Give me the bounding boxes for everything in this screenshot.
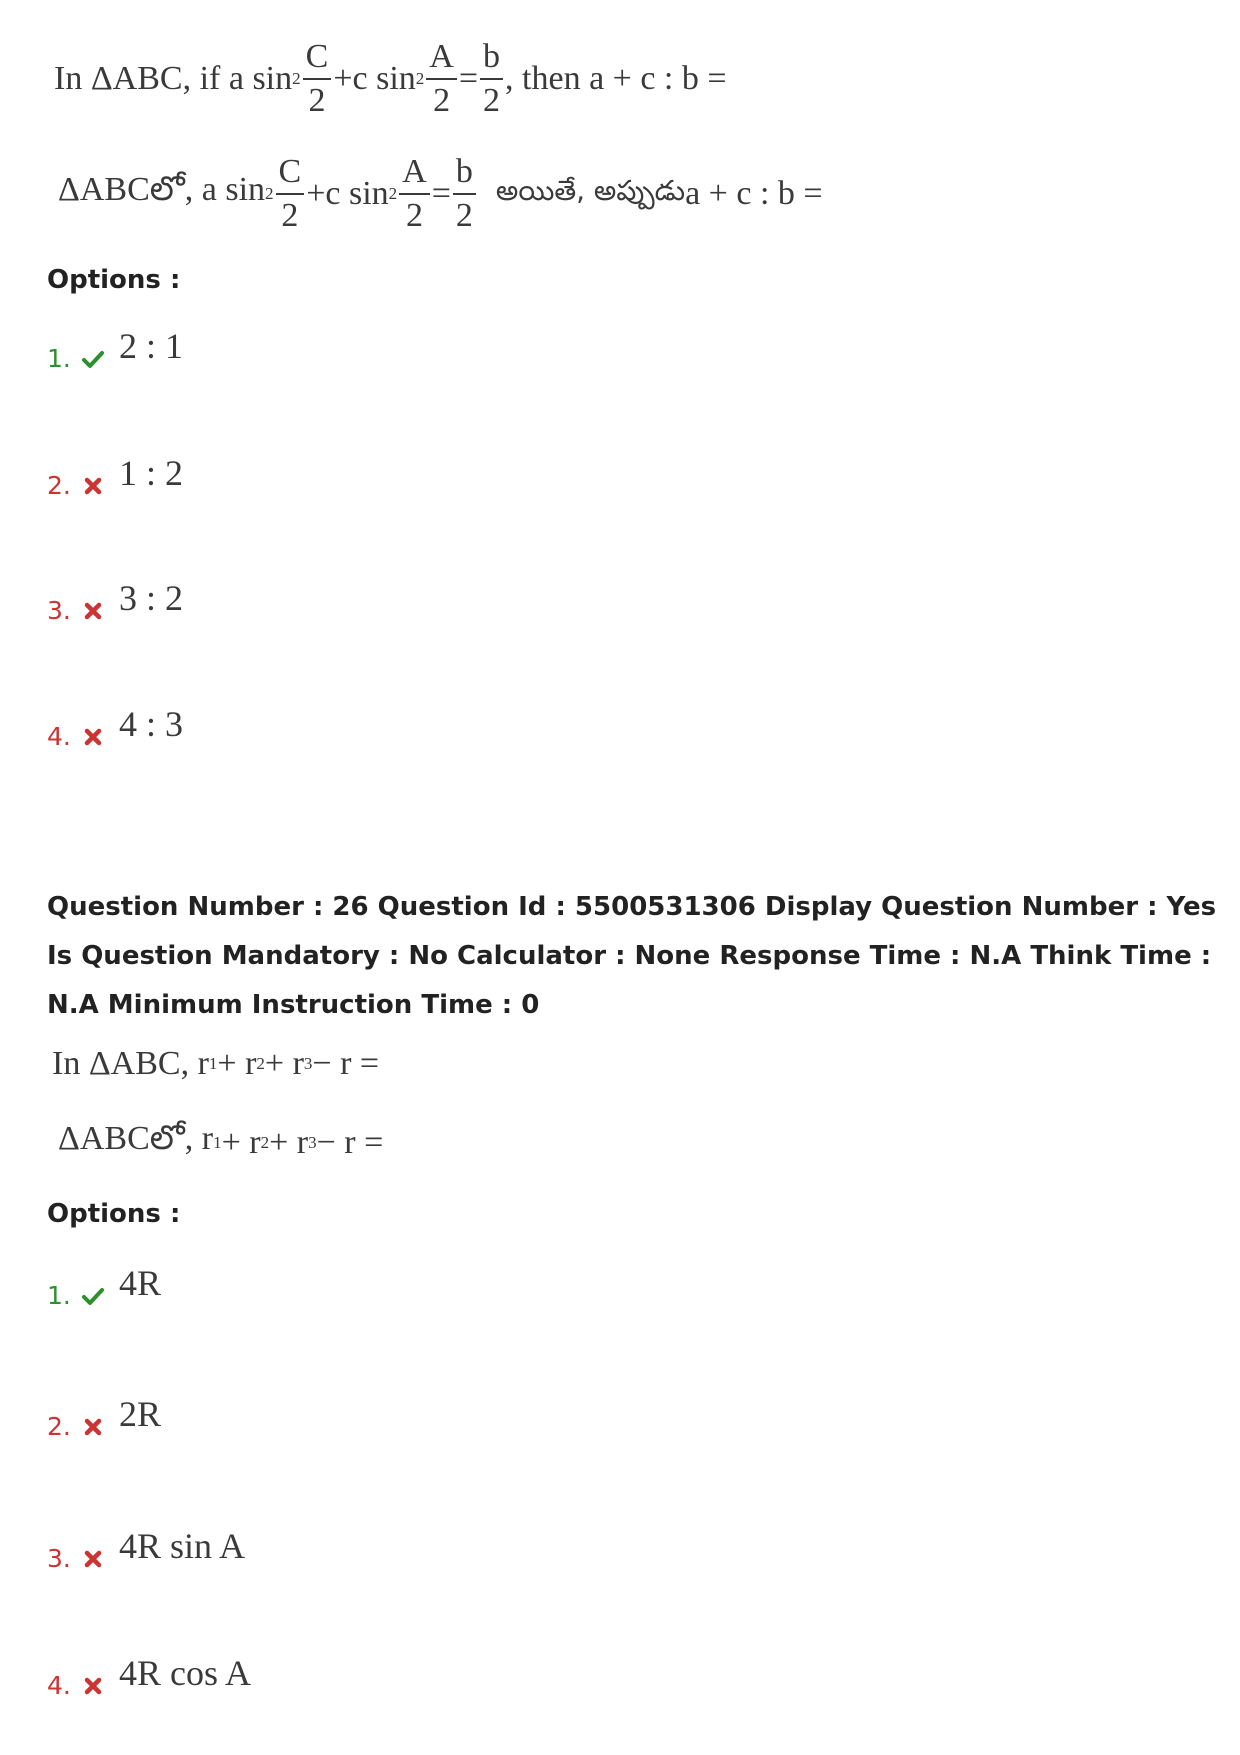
- q26-te-p2: + r: [269, 1124, 309, 1161]
- question-26-telugu: [58, 1120, 383, 1166]
- option-3[interactable]: [47, 577, 183, 625]
- q25-en-exp1: 2: [292, 69, 301, 88]
- option-number: 3.: [47, 596, 71, 625]
- cross-icon: [81, 1674, 105, 1698]
- q26-en-sub3: 3: [303, 1054, 313, 1073]
- q26-te-prefix: ΔABCలో, r: [58, 1120, 214, 1157]
- cross-icon: [81, 1547, 105, 1571]
- q25-en-frac1: [303, 40, 332, 118]
- option-number: 4.: [47, 722, 71, 751]
- question-26-english: [52, 1045, 379, 1083]
- q25-en-frac1-num: C: [303, 40, 332, 80]
- option-value: 1 : 2: [119, 453, 184, 493]
- q25-en-frac3-num: b: [480, 40, 503, 80]
- q26-en-sub1: 1: [208, 1054, 218, 1073]
- q25-te-frac3-num: b: [453, 155, 476, 195]
- q25-en-suffix: , then a + c : b =: [505, 60, 727, 97]
- cross-icon: [81, 599, 105, 623]
- option-value: 3 : 2: [119, 578, 184, 618]
- q25-te-frac1-num: C: [276, 155, 305, 195]
- option-value: 4R: [119, 1263, 162, 1303]
- q25-te-suffix: a + c : b =: [685, 175, 823, 212]
- q25-en-frac1-den: 2: [308, 82, 326, 119]
- q26-en-p1: + r: [217, 1045, 257, 1082]
- q25-en-exp2: 2: [415, 69, 425, 88]
- q25-te-frac1-den: 2: [281, 197, 299, 234]
- option-4[interactable]: [47, 1652, 251, 1700]
- question-25-telugu: [58, 155, 823, 233]
- option-value: 2 : 1: [119, 326, 184, 366]
- option-number: 1.: [47, 1281, 71, 1310]
- option-number: 2.: [47, 471, 71, 500]
- options-label: Options :: [47, 1199, 181, 1229]
- q25-te-telugu-text: అయితే, అప్పుడు: [495, 174, 686, 207]
- q26-te-sub2: 2: [260, 1133, 270, 1152]
- option-value: 4R sin A: [119, 1526, 246, 1566]
- cross-icon: [81, 474, 105, 498]
- cross-icon: [81, 725, 105, 749]
- question-25-english: [54, 40, 727, 118]
- q25-en-frac2-den: 2: [433, 82, 451, 119]
- check-icon: [81, 1284, 105, 1308]
- q25-te-frac1: [276, 155, 305, 233]
- option-2[interactable]: [47, 1393, 161, 1441]
- q25-te-frac2: [399, 155, 430, 233]
- q25-en-frac3: [480, 40, 503, 118]
- q25-en-frac2: [426, 40, 457, 118]
- q26-te-suffix: − r =: [316, 1124, 384, 1161]
- option-value: 2R: [119, 1394, 162, 1434]
- q25-en-prefix: In ΔABC, if a sin: [54, 60, 293, 97]
- q25-te-exp2: 2: [388, 184, 398, 203]
- q26-te-sub1: 1: [213, 1133, 222, 1152]
- q25-te-frac3-den: 2: [455, 197, 473, 234]
- q26-en-prefix: In ΔABC, r: [52, 1045, 209, 1082]
- q25-en-frac2-num: A: [426, 40, 457, 80]
- q25-te-mid: +c sin: [306, 175, 389, 212]
- option-number: 1.: [47, 344, 71, 373]
- q25-te-frac2-den: 2: [405, 197, 423, 234]
- option-4[interactable]: [47, 703, 183, 751]
- option-1[interactable]: [47, 325, 183, 373]
- q26-en-suffix: − r =: [312, 1045, 380, 1082]
- q25-te-frac2-num: A: [399, 155, 430, 195]
- q26-te-p1: + r: [221, 1124, 261, 1161]
- option-number: 3.: [47, 1544, 71, 1573]
- q26-en-sub2: 2: [256, 1054, 265, 1073]
- q25-te-eq: =: [431, 175, 451, 212]
- q25-te-frac3: [453, 155, 476, 233]
- cross-icon: [81, 1415, 105, 1439]
- q25-en-eq: =: [458, 60, 479, 97]
- q26-en-p2: + r: [264, 1045, 304, 1082]
- q25-te-prefix: ΔABCలో, a sin: [58, 171, 266, 208]
- q25-en-frac3-den: 2: [483, 82, 501, 119]
- option-number: 2.: [47, 1412, 71, 1441]
- option-1[interactable]: [47, 1262, 161, 1310]
- option-number: 4.: [47, 1671, 71, 1700]
- option-2[interactable]: [47, 452, 183, 500]
- option-value: 4 : 3: [119, 704, 184, 744]
- q25-te-exp1: 2: [265, 184, 274, 203]
- option-value: 4R cos A: [119, 1653, 252, 1693]
- options-label: Options :: [47, 265, 181, 295]
- q25-en-mid: +c sin: [333, 60, 416, 97]
- q26-te-sub3: 3: [308, 1133, 317, 1152]
- option-3[interactable]: [47, 1525, 245, 1573]
- question-26-meta: Question Number : 26 Question Id : 5500531306 Display Question Number : Yes Is Question Mandatory : No Calculator : None Response Time : N.A Think Time : N.A Minimum Instruction Time : 0: [47, 892, 1217, 1020]
- check-icon: [81, 347, 105, 371]
